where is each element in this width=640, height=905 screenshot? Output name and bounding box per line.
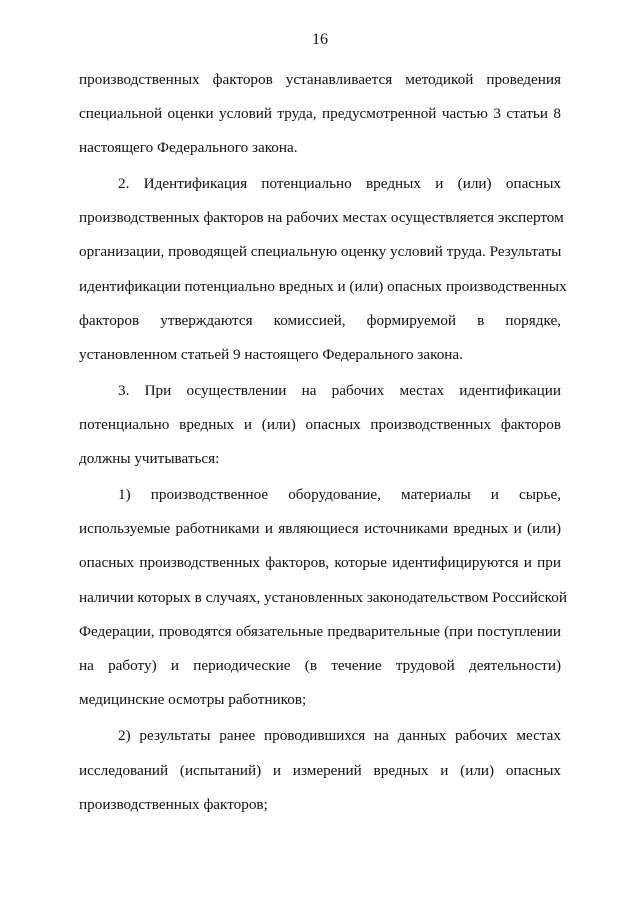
text-line: идентификации потенциально вредных и (или) опасных производственных [79, 278, 567, 295]
text-line: на работу) и периодические (в течение трудовой деятельности) [79, 657, 561, 674]
text-line: Федерации, проводятся обязательные предварительные (при поступлении [79, 623, 561, 640]
text-line: 3. При осуществлении на рабочих местах идентификации [118, 382, 561, 399]
text-line: настоящего Федерального закона. [79, 139, 298, 156]
text-line: производственных факторов устанавливается методикой проведения [79, 71, 561, 88]
text-line: 2) результаты ранее проводившихся на данных рабочих местах [118, 727, 561, 744]
text-line: потенциально вредных и (или) опасных производственных факторов [79, 416, 561, 433]
text-line: производственных факторов на рабочих местах осуществляется экспертом [79, 209, 564, 226]
text-line: установленном статьей 9 настоящего Федерального закона. [79, 346, 463, 363]
text-line: исследований (испытаний) и измерений вредных и (или) опасных [79, 762, 561, 779]
text-line: используемые работниками и являющиеся источниками вредных и (или) [79, 520, 561, 537]
text-line: факторов утверждаются комиссией, формируемой в порядке, [79, 312, 561, 329]
text-line: специальной оценки условий труда, предусмотренной частью 3 статьи 8 [79, 105, 561, 122]
text-line: опасных производственных факторов, которые идентифицируются и при [79, 554, 561, 571]
text-line: производственных факторов; [79, 796, 268, 813]
text-line: 2. Идентификация потенциально вредных и (или) опасных [118, 175, 561, 192]
text-line: организации, проводящей специальную оценку условий труда. Результаты [79, 243, 562, 260]
text-line: наличии которых в случаях, установленных законодательством Российской [79, 589, 567, 606]
text-line: 1) производственное оборудование, материалы и сырье, [118, 486, 561, 503]
page-number: 16 [312, 31, 328, 48]
text-line: медицинские осмотры работников; [79, 691, 307, 708]
text-line: должны учитываться: [79, 450, 220, 467]
